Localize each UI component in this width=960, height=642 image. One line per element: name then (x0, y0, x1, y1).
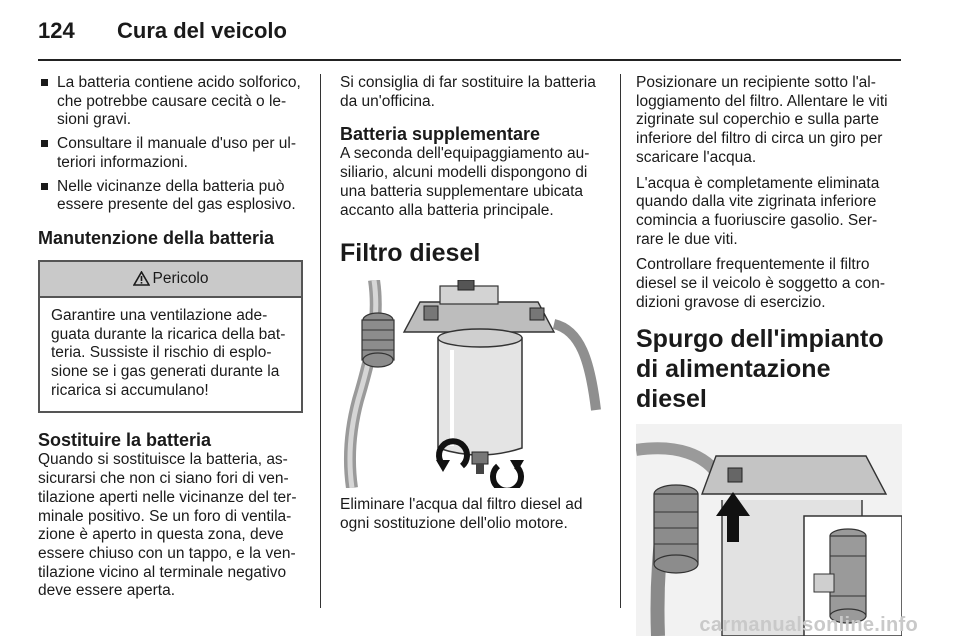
check-filter-text: Controllare frequentemente il filtro diesel se il veicolo è soggetto a con-dizioni gravose di esercizio. (636, 256, 886, 311)
heading-diesel-filter: Filtro diesel (340, 239, 481, 268)
battery-workshop-text: Si consiglia di far sostituire la batteria da un'officina. (340, 74, 596, 110)
heading-maintenance: Manutenzione della batteria (38, 227, 275, 248)
rotate-arrow-icon (493, 460, 524, 488)
column-2 (340, 74, 606, 541)
warning-text: Garantire una ventilazione ade-guata durante la ricarica della bat-teria. Sussiste il rischio di esplo-sione se i gas generati durante la ricarica si accumulano! (51, 306, 286, 399)
drain-instructions-text: Posizionare un recipiente sotto l'al-loggiamento del filtro. Allentare le viti zigrinate sul coperchio e sulla parte inferiore del filtro di circa un giro per scaricare l'acqua. (636, 74, 888, 166)
replace-battery-text: Quando si sostituisce la batteria, as-sicurarsi che non ci siano fori di ven-tilazione aperti nelle vicinanze del ter-minale positivo. Se un foro di ventila-zione è aperto in questa zona, deve essere chiuso con un tappo, e la ven-tilazione vicino al terminale negativo deve essere aperta. (38, 451, 297, 600)
bullet-item: La batteria contiene acido solforico, che potrebbe causare cecità o le-sioni gravi. (38, 74, 303, 130)
column-divider (320, 74, 321, 608)
warning-header (40, 262, 301, 298)
heading-aux-battery: Batteria supplementare (340, 124, 541, 145)
column-3 (636, 74, 904, 636)
page-title: Cura del veicolo (117, 18, 287, 43)
column-divider (620, 74, 621, 608)
warning-box (38, 260, 303, 414)
warning-triangle-icon (133, 271, 150, 286)
aux-battery-text: A seconda dell'equipaggiamento au-siliario, alcuni modelli dispongono di una batteria supplementare ubicata accanto alla batteria principale. (340, 145, 590, 219)
water-removed-text: L'acqua è completamente eliminata quando dalla vite zigrinata inferiore comincia a fuoriuscire gasolio. Ser-rare le due viti. (636, 174, 880, 248)
page-number: 124 (38, 18, 75, 43)
heading-bleed-system: Spurgo dell'impianto di alimentazione diesel (636, 325, 884, 414)
diesel-filter-image (340, 280, 602, 488)
bullet-list (38, 74, 303, 215)
heading-replace-battery: Sostituire la batteria (38, 430, 212, 451)
bullet-item: Nelle vicinanze della batteria può essere presente del gas esplosivo. (38, 178, 303, 215)
column-1 (38, 74, 303, 608)
fuel-bleed-image (636, 424, 902, 636)
header-rule (38, 59, 901, 61)
warning-title: Pericolo (152, 269, 209, 287)
bullet-item: Consultare il manuale d'uso per ul-teriori informazioni. (38, 135, 303, 172)
diesel-filter-caption: Eliminare l'acqua dal filtro diesel ad ogni sostituzione dell'olio motore. (340, 496, 583, 532)
watermark: carmanualsonline.info (699, 614, 918, 636)
